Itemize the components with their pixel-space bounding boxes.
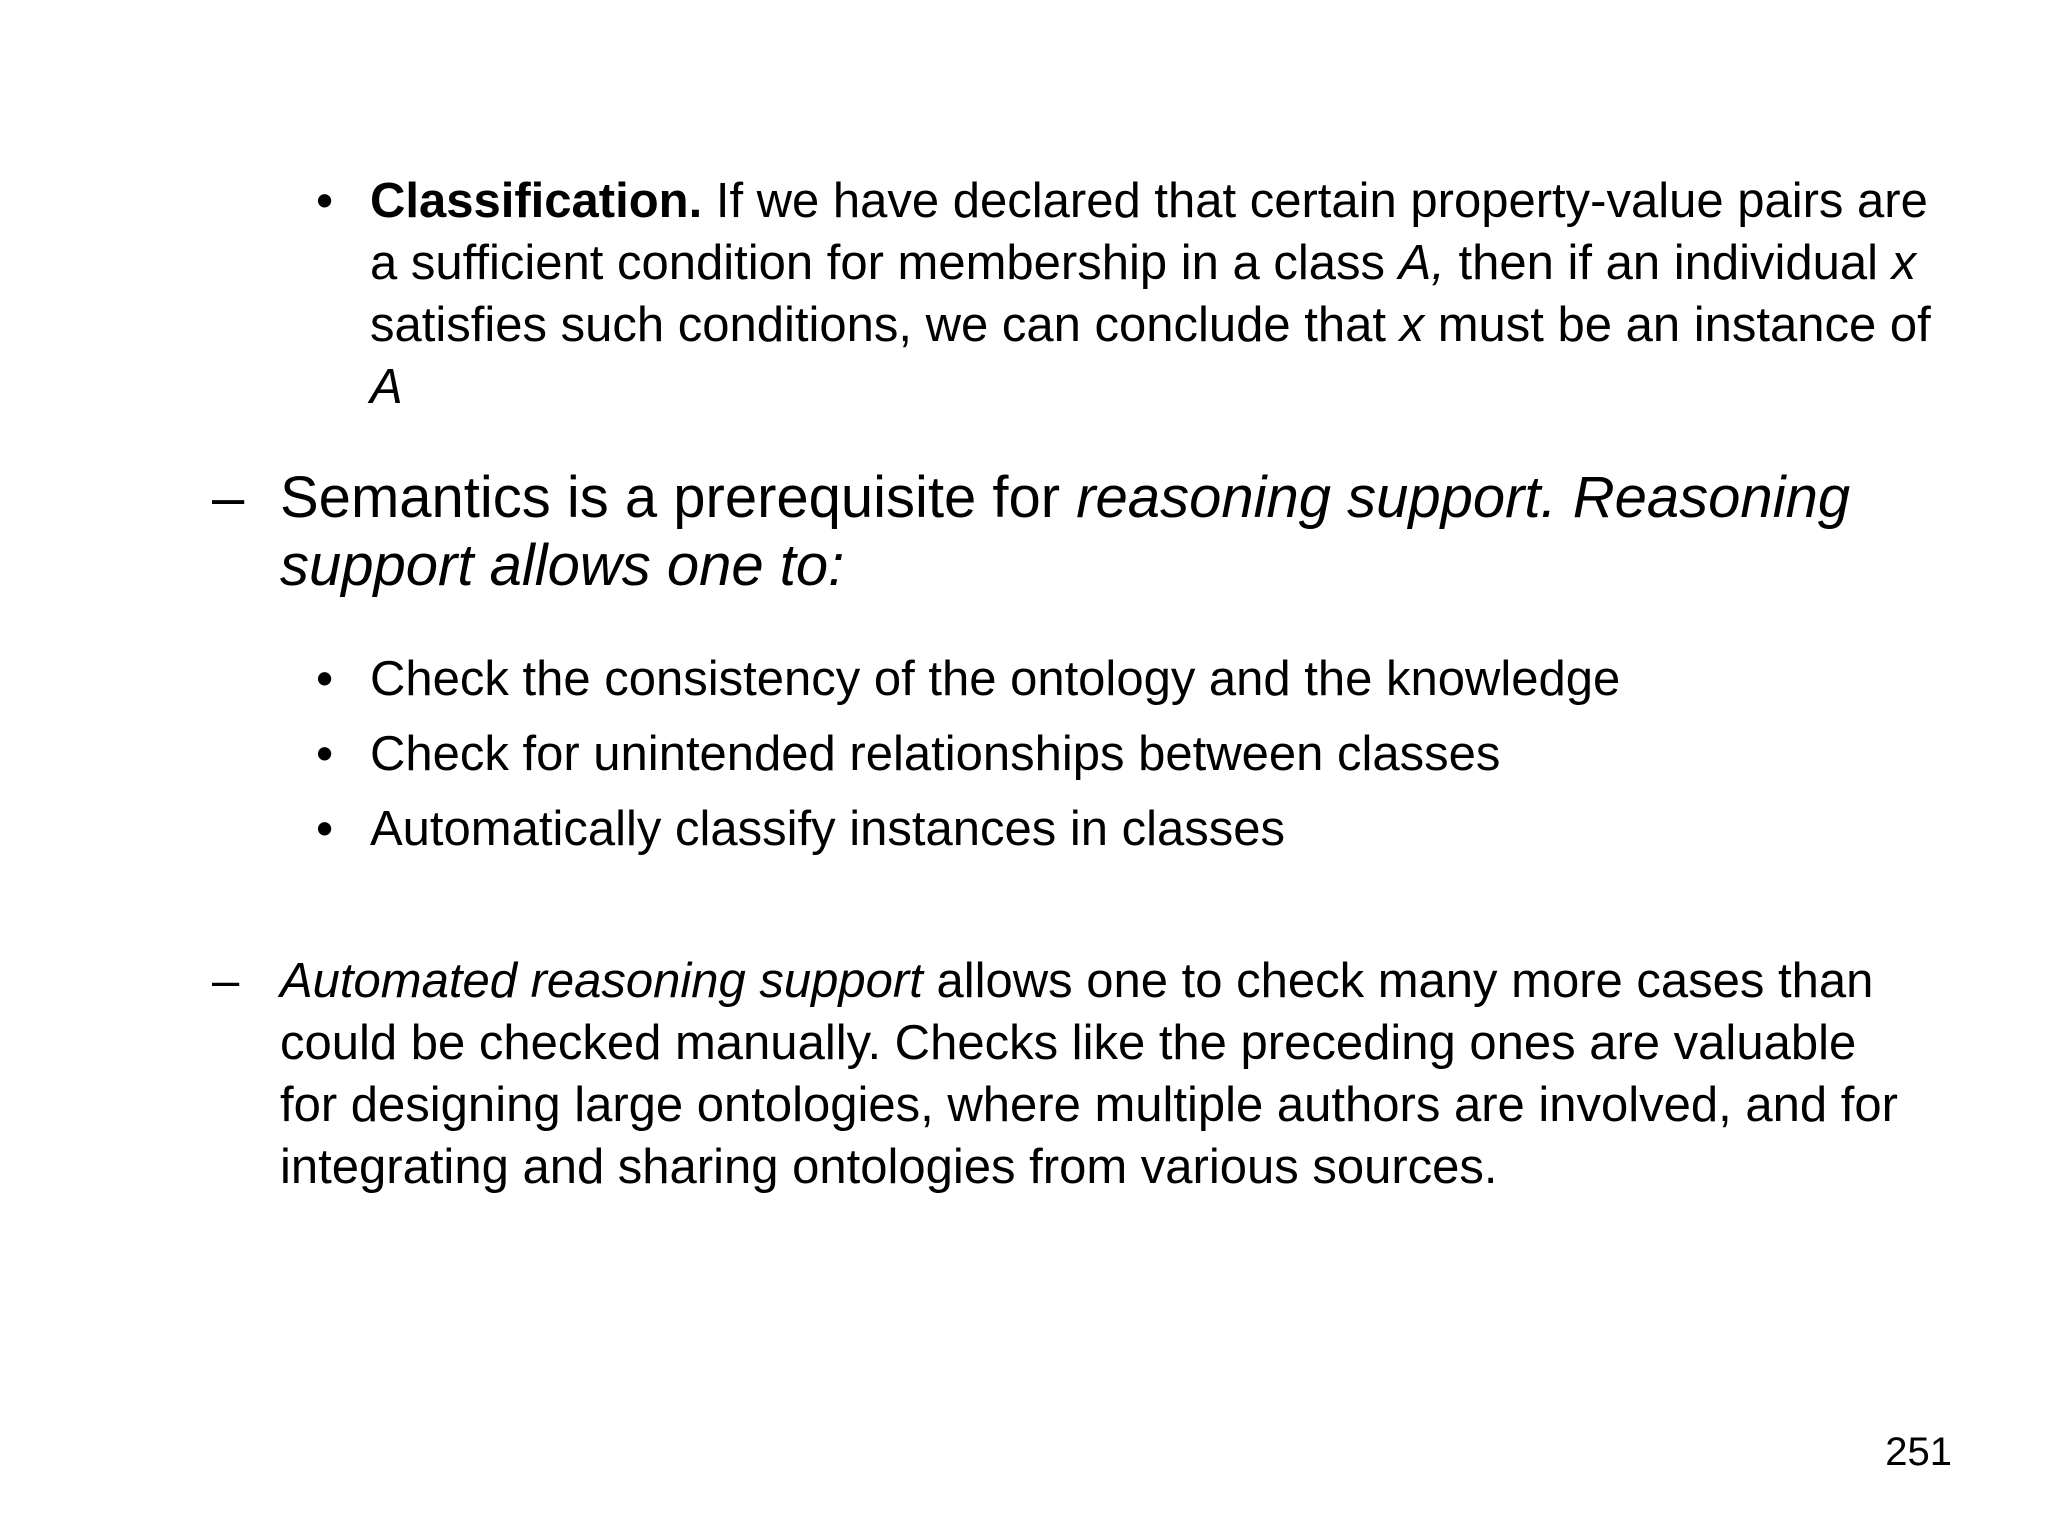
page-number: 251	[1885, 1430, 1952, 1474]
semantics-paragraph: Semantics is a prerequisite for reasoning support. Reasoning support allows one to:	[280, 465, 1851, 598]
bullet-marker: •	[316, 174, 334, 228]
classification-term: Classification.	[370, 174, 703, 228]
dash-marker: –	[212, 465, 245, 530]
check-item-relationships: Check for unintended relationships between classes	[370, 727, 1501, 781]
dash-marker: –	[212, 954, 240, 1008]
classification-paragraph: Classification. If we have declared that certain property-value pairs are a sufficient condition for membership in a class A, then if an individual x satisfies such conditions, we can conclude that x must be an instance of A	[370, 174, 1931, 414]
check-item-consistency: Check the consistency of the ontology and the knowledge	[370, 652, 1621, 706]
automated-paragraph: Automated reasoning support allows one to check many more cases than could be checked manually. Checks like the preceding ones are valuable for designing large ontologies, where multiple authors are involved, and for integrating and sharing ontologies from various sources.	[280, 954, 1898, 1194]
bullet-marker: •	[316, 652, 334, 706]
bullet-marker: •	[316, 802, 334, 856]
bullet-marker: •	[316, 727, 334, 781]
check-item-classify: Automatically classify instances in classes	[370, 802, 1286, 856]
